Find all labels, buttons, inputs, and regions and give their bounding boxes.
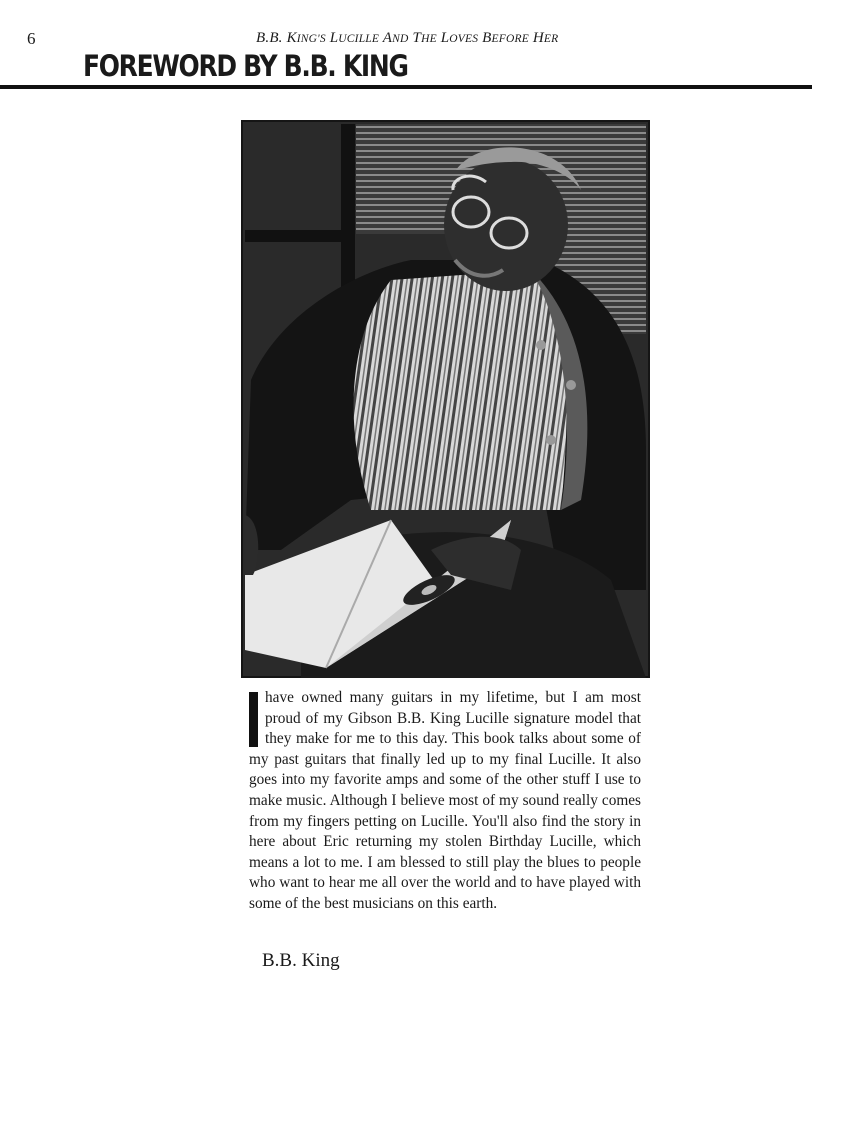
running-head-part: B.B. K: [256, 30, 297, 46]
page-number: 6: [27, 29, 36, 48]
running-head-part: EFORE: [491, 33, 529, 45]
page-title: FOREWORD BY B.B. KING: [83, 49, 408, 83]
running-head-part: H: [528, 30, 544, 46]
foreword-text: [249, 688, 641, 915]
foreword-body: have owned many guitars in my lifetime, but I am most proud of my Gibson B.B. King Lucille signature model that they make for me to this day. This book talks about some of my past guitars that finally led up to my final Lucille. It also goes into my favorite amps and some of the other stuff I use to make music. Although I believe most of my sound really comes from my fingers petting on Lucille. You'll also find the story in here about Eric returning my stolen Birthday Lucille, which means a lot to me. I am blessed to still play the blues to people who want to hear me all over the world and to have played with some of the best musicians on this earth.: [249, 689, 641, 912]
running-head-part: L: [436, 30, 450, 46]
running-head-part: B: [478, 30, 492, 46]
portrait-photo: [241, 120, 650, 678]
photo-icon: [241, 120, 650, 678]
running-head-part: L: [325, 30, 339, 46]
running-head-part: HE: [421, 33, 437, 45]
header-rule: [0, 85, 812, 89]
signature: B.B. King: [262, 950, 340, 971]
running-head-part: ING'S: [296, 33, 326, 45]
drop-cap-letter: [249, 692, 258, 747]
running-head-part: ND: [392, 33, 409, 45]
running-head-part: UCILLE: [338, 33, 380, 45]
running-head-part: A: [379, 30, 393, 46]
running-head-part: OVES: [449, 33, 479, 45]
running-head-part: T: [408, 30, 422, 46]
running-head-part: ER: [543, 33, 559, 45]
running-head: [256, 30, 558, 47]
